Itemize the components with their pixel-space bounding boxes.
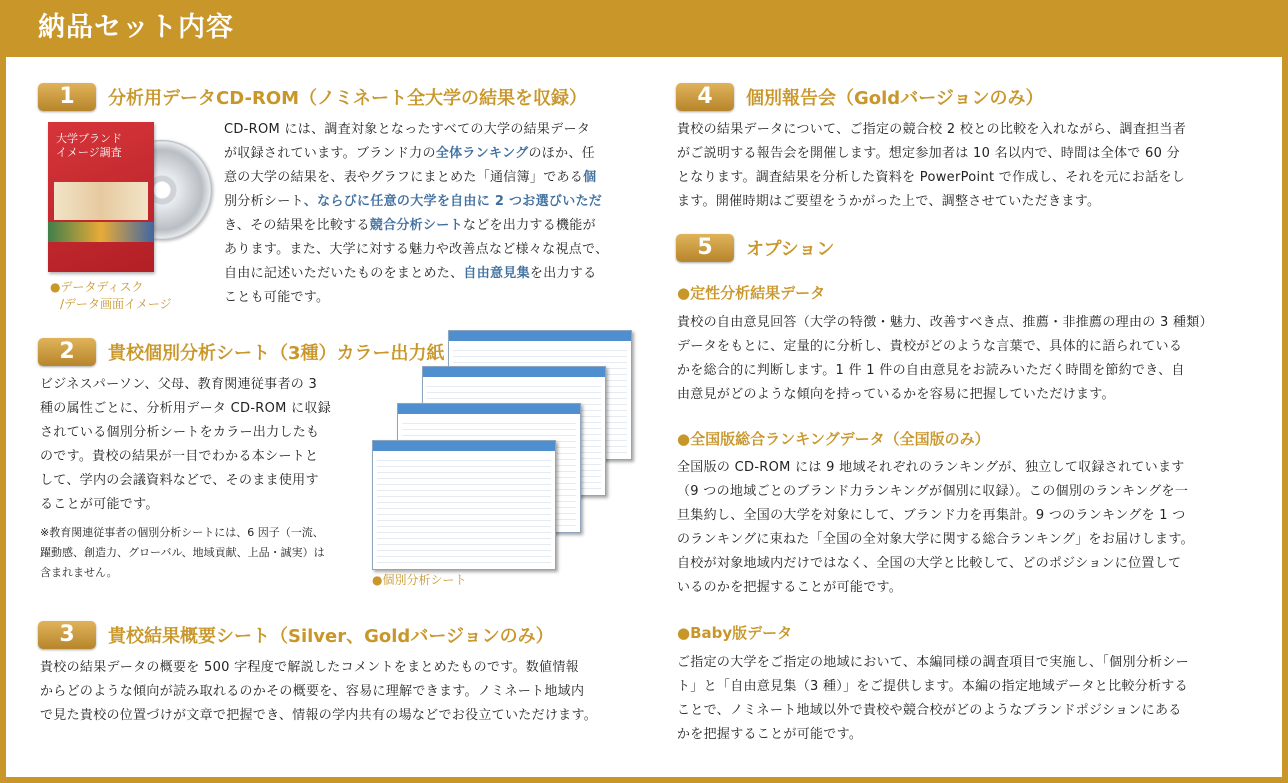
text-line: かを総合的に判断します。1 件 1 件の自由意見をお読みいただく時間を節約でき、自 (677, 363, 1185, 378)
cd-cover-photo (54, 182, 148, 220)
text-line (224, 214, 636, 238)
highlight-term: 全体ランキング (435, 146, 529, 161)
section-number: 1 (38, 83, 96, 111)
text-line: ます。開催時期はご要望をうかがった上で、調整させていただきます。 (677, 194, 1101, 209)
text-line: のです。貴校の結果が一目でわかる本シートと (40, 449, 319, 464)
section-1-body (224, 118, 636, 310)
text-line: で見た貴校の位置づけが文章で把握でき、情報の学内共有の場などでお役立ていただけます。 (40, 708, 598, 723)
text-segment: が収録されています。ブランド力の (224, 146, 436, 161)
text-line (224, 190, 636, 214)
section-number: 3 (38, 621, 96, 649)
option-2-title: ●全国版総合ランキングデータ（全国版のみ） (677, 430, 990, 448)
text-line (224, 286, 636, 310)
text-line: 全国版の CD-ROM には 9 地域それぞれのランキングが、独立して収録されています (677, 460, 1185, 475)
section-title: 貴校個別分析シート（3種）カラー出力紙 (108, 343, 445, 364)
text-line: ことで、ノミネート地域以外で貴校や競合校がどのようなブランドポジションにある (677, 703, 1182, 718)
text-line: となります。調査結果を分析した資料を PowerPoint で作成し、それを元にお話をし (677, 170, 1186, 185)
text-line: ※教育関連従事者の個別分析シートには、6 因子（一流、 (40, 526, 324, 539)
section-4-header (676, 82, 1043, 112)
option-2-body (677, 456, 1247, 600)
cd-case-icon (48, 122, 154, 272)
text-line (224, 166, 636, 190)
section-2-note (40, 523, 360, 583)
text-line: のランキングに束ねた「全国の全対象大学に関する総合ランキング」をお届けします。 (677, 532, 1194, 547)
text-line: 種の属性ごとに、分析用データ CD-ROM に収録 (40, 401, 332, 416)
section-3-header (38, 620, 554, 650)
text-line: されている個別分析シートをカラー出力したも (40, 425, 320, 440)
text-segment: あります。また、大学に対する魅力や改善点など様々な視点で、 (224, 242, 609, 257)
text-segment: 意の大学の結果を、表やグラフにまとめた「通信簿」である (224, 170, 584, 185)
text-line: （9 つの地域ごとのブランド力ランキングが個別に収録）。この個別のランキングを一 (677, 484, 1189, 499)
sheets-caption: ●個別分析シート (372, 573, 467, 587)
section-2-header (38, 337, 445, 367)
text-segment: 自由に記述いただいたものをまとめた、 (224, 266, 464, 281)
text-line: かを把握することが可能です。 (677, 727, 863, 742)
text-line: ト」と「自由意見集（3 種）」をご提供します。本編の指定地域データと比較分析する (677, 679, 1188, 694)
cd-title-line-1: 大学ブランド (56, 132, 122, 145)
section-title: 個別報告会（Goldバージョンのみ） (746, 88, 1044, 109)
text-line: 貴校の自由意見回答（大学の特徴・魅力、改善すべき点、推薦・非推薦の理由の 3 種類） (677, 315, 1213, 330)
sheet-thumbnail-4 (372, 440, 556, 570)
text-line: からどのような傾向が読み取れるのかその概要を、容易に理解できます。ノミネート地域内 (40, 684, 585, 699)
text-line (224, 238, 636, 262)
cd-title-line-2: イメージ調査 (56, 146, 122, 159)
text-line: がご説明する報告会を開催します。想定参加者は 10 名以内で、時間は全体で 60 分 (677, 146, 1180, 161)
text-line: いるのかを把握することが可能です。 (677, 580, 903, 595)
text-line (224, 118, 636, 142)
section-title: 貴校結果概要シート（Silver、Goldバージョンのみ） (108, 626, 554, 647)
text-line: 貴校の結果データについて、ご指定の競合校 2 校との比較を入れながら、調査担当者 (677, 122, 1187, 137)
text-line: 含まれません。 (40, 566, 118, 579)
text-line: 躍動感、創造力、グローバル、地域貢献、上品・誠実）は (40, 546, 325, 559)
cd-cover-ribbon (48, 222, 154, 242)
text-line: 貴校の結果データの概要を 500 字程度で解説したコメントをまとめたものです。数値情報 (40, 660, 579, 675)
text-segment: のほか、任 (528, 146, 595, 161)
section-1-header (38, 82, 587, 112)
option-1-body (677, 311, 1247, 407)
text-segment: を出力する (529, 266, 597, 281)
cd-caption-2: /データ画面イメージ (60, 297, 172, 311)
option-3-title: ●Baby版データ (677, 624, 793, 642)
section-number: 4 (676, 83, 734, 111)
text-segment: き、その結果を比較する (224, 218, 370, 233)
text-line: ることが可能です。 (40, 497, 159, 512)
text-segment: CD-ROM には、調査対象となったすべての大学の結果データ (224, 122, 591, 137)
highlight-term: 競合分析シート (369, 218, 463, 233)
page-title: 納品セット内容 (38, 12, 234, 43)
section-4-body (677, 118, 1247, 214)
text-line: 旦集約し、全国の大学を対象にして、ブランド力を再集計。9 つのランキングを 1 つ (677, 508, 1186, 523)
section-3-body (40, 656, 640, 728)
option-1-title: ●定性分析結果データ (677, 284, 826, 302)
text-line: ビジネスパーソン、父母、教育関連従事者の 3 (40, 377, 318, 392)
highlight-term: 個 (583, 170, 597, 185)
text-line: ご指定の大学をご指定の地域において、本編同様の調査項目で実施し、「個別分析シー (677, 655, 1189, 670)
section-number: 2 (38, 338, 96, 366)
section-5-header (676, 233, 834, 263)
section-2-body (40, 373, 360, 517)
text-line: して、学内の会議資料などで、そのまま使用す (40, 473, 319, 488)
cd-caption-1: ●データディスク (50, 280, 144, 294)
text-line (224, 262, 636, 286)
option-3-body (677, 651, 1247, 747)
text-line: 由意見がどのような傾向を持っているかを容易に把握していただけます。 (677, 387, 1115, 402)
text-segment: ことも可能です。 (224, 290, 330, 305)
section-title: オプション (746, 239, 835, 260)
text-line (224, 142, 636, 166)
text-segment: などを出力する機能が (462, 218, 596, 233)
section-number: 5 (676, 234, 734, 262)
section-title: 分析用データCD-ROM（ノミネート全大学の結果を収録） (108, 88, 588, 109)
highlight-term: 、ならびに任意の大学を自由に 2 つお選びいただ (303, 194, 603, 209)
text-line: データをもとに、定量的に分析し、貴校がどのような言葉で、具体的に語られている (677, 339, 1183, 354)
highlight-term: 自由意見集 (463, 266, 530, 281)
title-bar (0, 0, 1288, 57)
text-segment: 別分析シート (224, 194, 304, 209)
text-line: 自校が対象地域内だけではなく、全国の大学と比較して、どのポジションに位置して (677, 556, 1182, 571)
